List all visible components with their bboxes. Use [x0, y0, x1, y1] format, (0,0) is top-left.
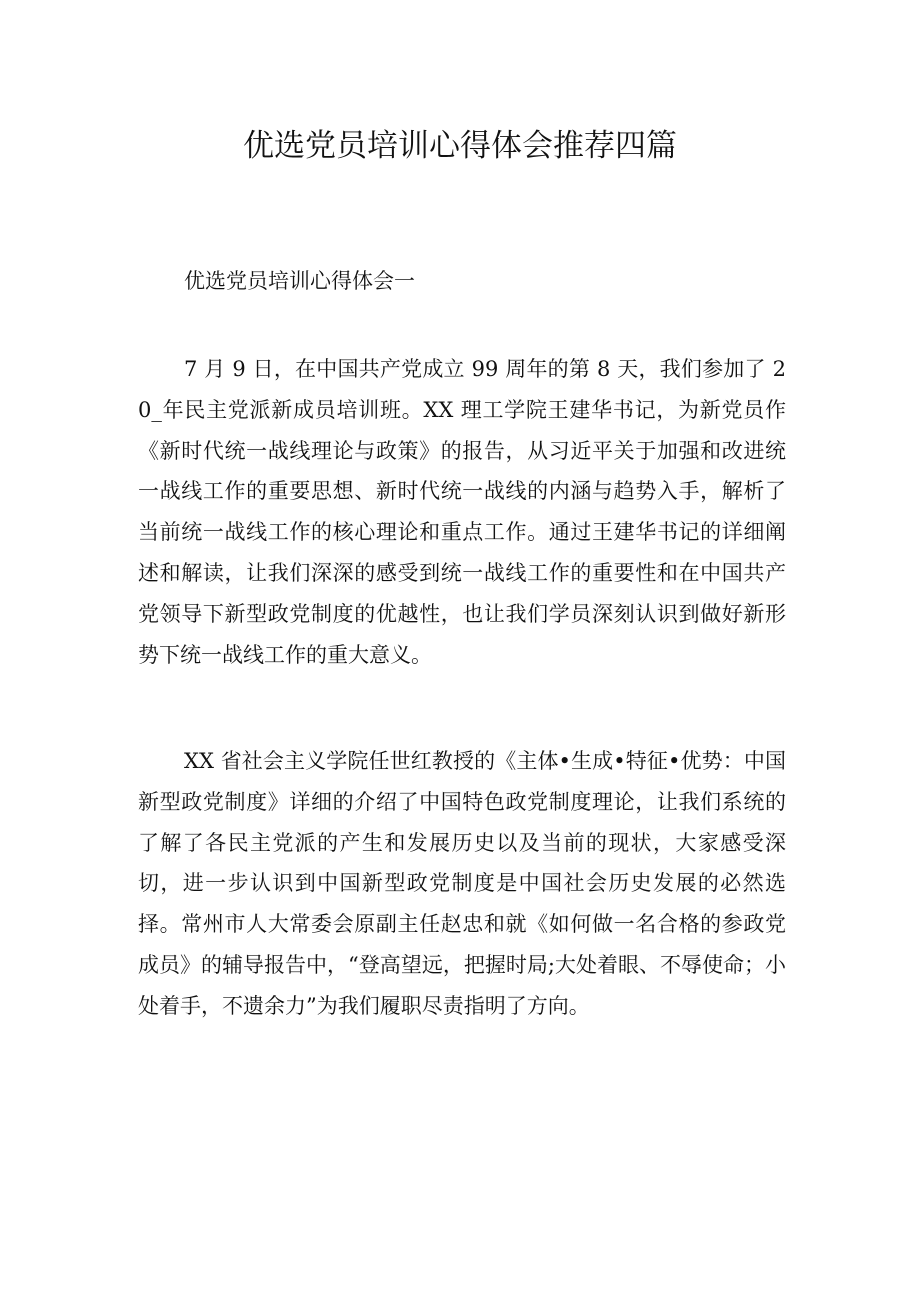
document-title: 优选党员培训心得体会推荐四篇: [243, 128, 677, 164]
body-paragraph-2: XX 省社会主义学院任世红教授的《主体•生成•特征•优势：中国新型政党制度》详细的介绍了中国特色政党制度理论，让我们系统的了解了各民主党派的产生和发展历史以及当前的现状，大家感受深切，进一步认识到中国新型政党制度是中国社会历史发展的必然选择。常州市人大常委会原副主任赵忠和就《如何做一名合格的参政党成员》的辅导报告中，“登高望远，把握时局;大处着眼、不辱使命；小处着手，不遗余力”为我们履职尽责指明了方向。: [138, 749, 786, 1018]
body-paragraph-1: 7 月 9 日，在中国共产党成立 99 周年的第 8 天，我们参加了 20_年民主党派新成员培训班。XX 理工学院王建华书记，为新党员作《新时代统一战线理论与政策》的报告，从习近平关于加强和改进统一战线工作的重要思想、新时代统一战线的内涵与趋势入手，解析了当前统一战线工作的核心理论和重点工作。通过王建华书记的详细阐述和解读，让我们深深的感受到统一战线工作的重要性和在中国共产党领导下新型政党制度的优越性，也让我们学员深刻认识到做好新形势下统一战线工作的重大意义。: [138, 357, 786, 667]
section-heading: 优选党员培训心得体会一: [184, 269, 415, 293]
